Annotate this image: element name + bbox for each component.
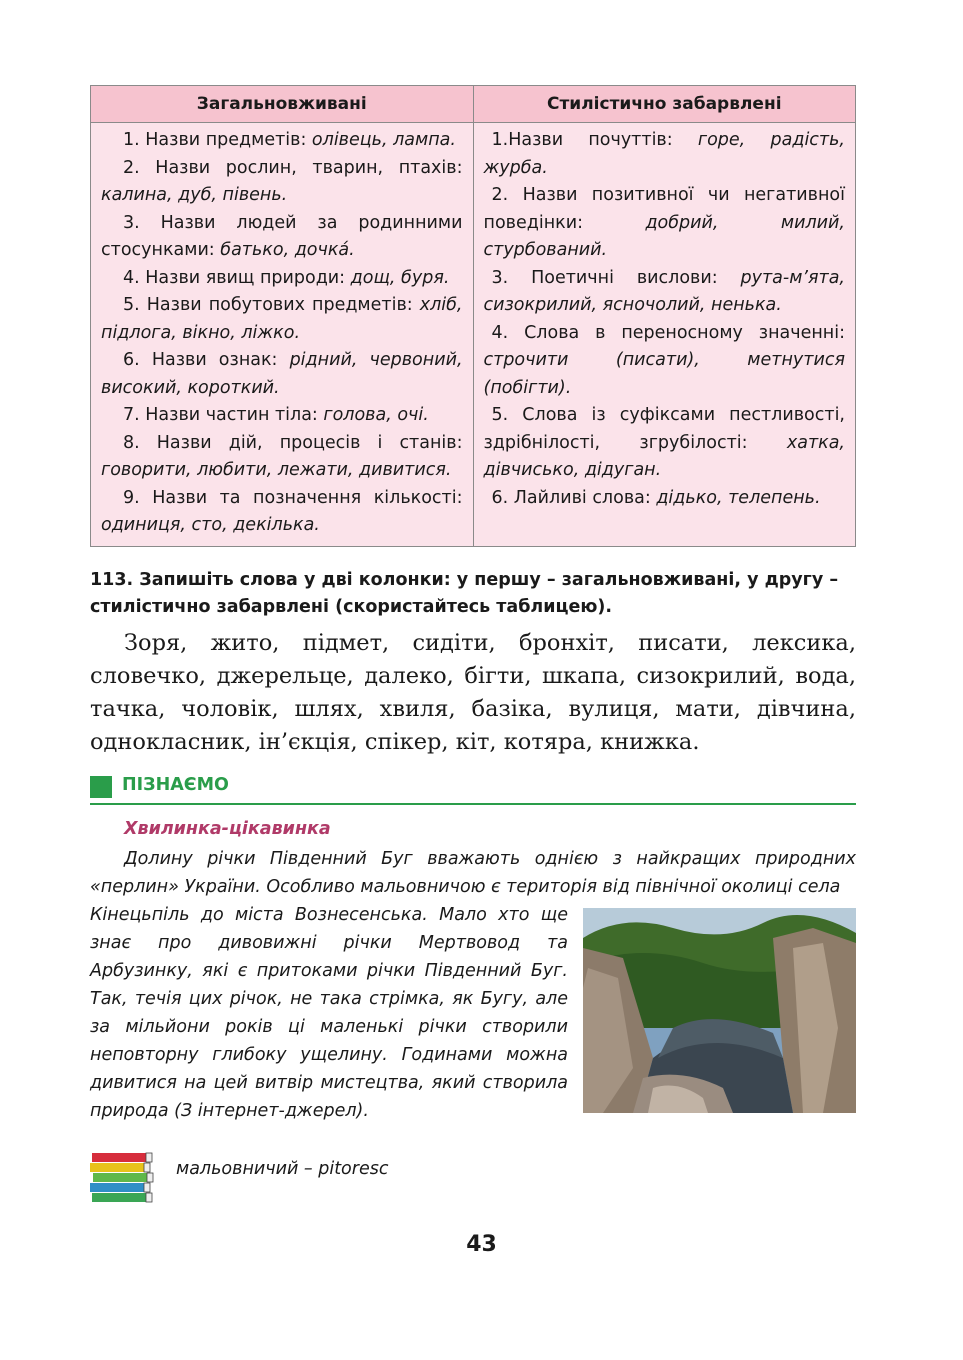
stylistic-words-column — [473, 123, 856, 547]
item-category: 3. Назви людей за родинними стосунками: — [101, 212, 463, 260]
table-item — [101, 430, 463, 485]
section-header — [90, 773, 856, 805]
table-item — [101, 292, 463, 347]
table-item — [101, 127, 463, 155]
item-examples: голова, очі. — [323, 405, 429, 425]
item-examples: хліб, підлога, вікно, ліжко. — [101, 295, 463, 343]
river-canyon-photo — [583, 908, 856, 1113]
exercise-instruction: 113. Запишіть слова у дві колонки: у першу – загальновживані, у другу – стилістично забарвлені (скористайтесь таблицею). — [90, 569, 839, 617]
story-text — [90, 845, 856, 1125]
story-body: Кінецьпіль до міста Вознесенська. Мало хто ще знає про дивовижні річки Мертвовод та Арбузинку, які є притоками річки Південний Буг. Так, течія цих річок, не така стрімка, як Бугу, але за мільйони років ці маленькі річки створили неповторну глибоку ущелину. Годинами можна дивитися на цей витвір мистецтва, який створила природа (З інтернет-джерел). — [90, 904, 568, 1121]
table-item — [101, 155, 463, 210]
table-item — [101, 347, 463, 402]
exercise-word-list: Зоря, жито, підмет, сидіти, бронхіт, писати, лексика, словечко, джерельце, далеко, бігти, шкапа, сизокрилий, вода, тачка, чоловік, шлях, хвиля, базіка, вулиця, мати, дівчина, однокласник, ін’єкція, спікер, кіт, котяра, книжка. — [90, 629, 856, 755]
table-item — [484, 127, 846, 182]
vocabulary-table — [90, 85, 856, 547]
table-item — [101, 485, 463, 540]
common-words-column — [91, 123, 474, 547]
item-category: 2. Назви рослин, тварин, птахів: — [123, 157, 463, 178]
item-category: 6. Лайливі слова: — [491, 487, 657, 508]
item-examples: хатка, дівчисько, дідуган. — [483, 432, 845, 480]
table-item — [484, 402, 846, 485]
item-category: 1. Назви предметів: — [123, 130, 312, 150]
table-item — [484, 265, 846, 320]
item-category: 1.Назви почуттів: — [491, 130, 698, 150]
item-examples: строчити (писати), метнутися (побігти). — [483, 350, 845, 398]
item-category: 4. Назви явищ природи: — [123, 267, 351, 288]
table-item — [484, 182, 846, 265]
item-category: 3. Поетичні вислови: — [491, 267, 741, 288]
item-category: 4. Слова в переносному значенні: — [491, 322, 845, 343]
item-examples: говорити, любити, лежати, дивитися. — [101, 460, 452, 480]
item-examples: дідько, телепень. — [656, 487, 821, 508]
books-icon — [90, 1151, 154, 1203]
item-examples: рідний, червоний, високий, короткий. — [101, 350, 463, 398]
item-examples: калина, дуб, півень. — [101, 185, 288, 205]
item-category: 2. Назви позитивної чи негативної поведінки: — [483, 185, 845, 233]
item-category: 8. Назви дій, процесів і станів: — [123, 432, 463, 453]
table-item — [101, 210, 463, 265]
table-item — [484, 320, 846, 403]
item-examples: батько, дочка́. — [220, 240, 355, 260]
dictionary-note — [90, 1151, 856, 1211]
column-header-common: Загальновживані — [91, 86, 474, 123]
item-category: 7. Назви частин тіла: — [123, 405, 324, 425]
page-content — [90, 85, 856, 1211]
item-examples: горе, радість, журба. — [483, 130, 845, 178]
item-examples: олівець, лампа. — [311, 130, 456, 150]
table-item — [484, 485, 846, 513]
section-title: ПІЗНАЄМО — [122, 774, 229, 795]
table-item — [101, 402, 463, 430]
item-category: 6. Назви ознак: — [123, 350, 290, 370]
story-subtitle: Хвилинка-цікавинка — [124, 818, 331, 839]
table-item — [101, 265, 463, 293]
item-examples: одиниця, сто, декілька. — [101, 515, 320, 535]
item-category: 5. Назви побутових предметів: — [123, 295, 420, 315]
item-category: 5. Слова із суфіксами пестливості, здрібнілості, згрубілості: — [483, 405, 845, 453]
column-header-stylistic: Стилістично забарвлені — [473, 86, 856, 123]
item-examples: дощ, буря. — [350, 267, 450, 288]
dictionary-entry: мальовничий – pitoresc — [176, 1158, 389, 1179]
item-examples: добрий, милий, стурбований. — [483, 212, 845, 260]
section-marker-icon — [90, 776, 112, 798]
item-category: 9. Назви та позначення кількості: — [123, 487, 463, 508]
item-examples: рута-м’ята, сизокрилий, ясночолий, ненька. — [483, 267, 845, 315]
page-number: 43 — [466, 1232, 497, 1257]
story-intro: Долину річки Південний Буг вважають однією з найкращих природних «перлин» України. Особливо мальовничою є територія від північної околиці села — [90, 848, 856, 897]
